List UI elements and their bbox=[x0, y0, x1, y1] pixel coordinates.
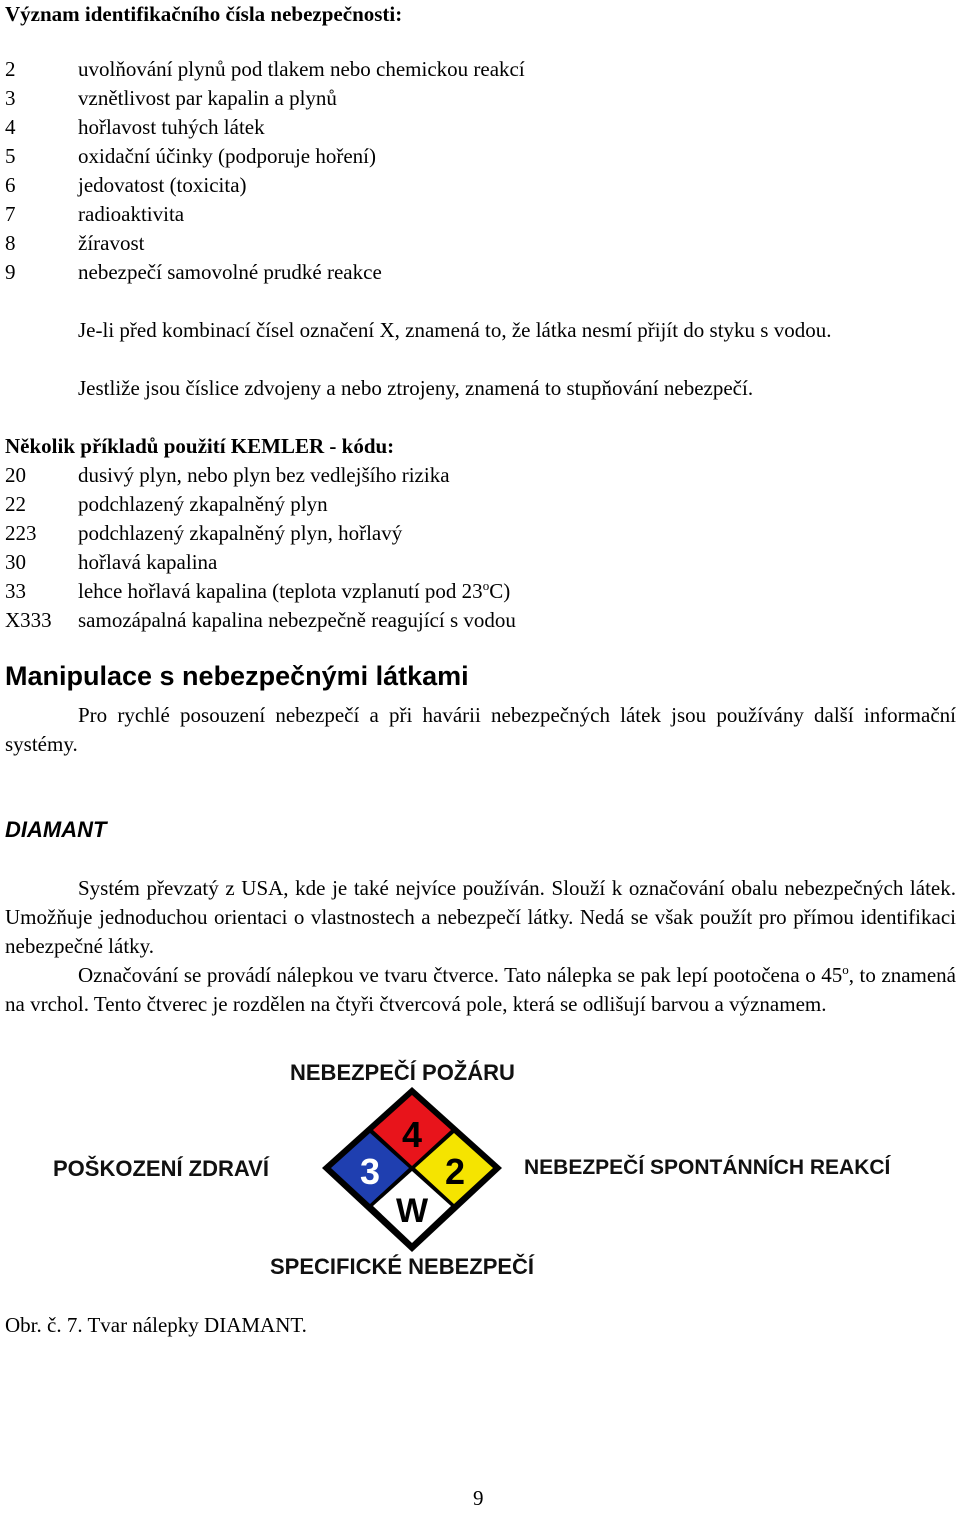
item-text: vznětlivost par kapalin a plynů bbox=[78, 86, 337, 110]
section-heading-identification: Význam identifikačního čísla nebezpečnosti: bbox=[5, 2, 403, 26]
item-code: 223 bbox=[5, 521, 37, 545]
reactivity-rating: 2 bbox=[444, 1151, 466, 1192]
item-code: 8 bbox=[5, 231, 16, 255]
degree-sup: o bbox=[482, 578, 490, 593]
item-text: žíravost bbox=[78, 231, 145, 255]
note-doubled-digits: Jestliže jsou číslice zdvojeny a nebo ztrojeny, znamená to stupňování nebezpečí. bbox=[78, 376, 754, 400]
item-code: 22 bbox=[5, 492, 26, 516]
health-rating: 3 bbox=[359, 1151, 381, 1192]
specific-rating: W bbox=[395, 1192, 429, 1230]
paragraph-text: Systém převzatý z USA, kde je také nejvíce používán. Slouží k označování obalu nebezpečných látek. Umožňuje jednoduchou orientaci o vlastnostech a nebezpečí látky. Nedá se však použít pro přímou identifikaci nebezpečné látky. bbox=[5, 876, 956, 958]
item-code: 30 bbox=[5, 550, 26, 574]
label-specific-hazard: SPECIFICKÉ NEBEZPEČÍ bbox=[270, 1254, 535, 1279]
paragraph-text: Pro rychlé posouzení nebezpečí a při havárii nebezpečných látek jsou používány další informační systémy. bbox=[5, 703, 956, 756]
item-text: nebezpečí samovolné prudké reakce bbox=[78, 260, 382, 284]
item-text: oxidační účinky (podporuje hoření) bbox=[78, 144, 376, 168]
item-code: 7 bbox=[5, 202, 16, 226]
figure-caption: Obr. č. 7. Tvar nálepky DIAMANT. bbox=[5, 1313, 307, 1337]
item-text: C) bbox=[489, 579, 511, 603]
item-code: X333 bbox=[5, 608, 52, 632]
item-text: hořlavost tuhých látek bbox=[78, 115, 265, 139]
item-text: hořlavá kapalina bbox=[78, 550, 218, 574]
item-text: jedovatost (toxicita) bbox=[78, 173, 247, 197]
item-text: podchlazený zkapalněný plyn, hořlavý bbox=[78, 521, 403, 545]
section-heading-handling: Manipulace s nebezpečnými látkami bbox=[5, 661, 469, 691]
fire-rating: 4 bbox=[401, 1114, 423, 1155]
label-reactivity-hazard: NEBEZPEČÍ SPONTÁNNÍCH REAKCÍ bbox=[524, 1156, 891, 1179]
item-text: dusivý plyn, nebo plyn bez vedlejšího rizika bbox=[78, 463, 450, 487]
item-code: 3 bbox=[5, 86, 16, 110]
label-fire-hazard: NEBEZPEČÍ POŽÁRU bbox=[290, 1060, 515, 1085]
item-text: lehce hořlavá kapalina (teplota vzplanutí pod 23 bbox=[78, 579, 483, 603]
item-code: 6 bbox=[5, 173, 16, 197]
page-number: 9 bbox=[473, 1486, 484, 1510]
note-text: Je-li před kombinací čísel označení X, znamená to, že látka nesmí přijít do styku s vodou. bbox=[78, 318, 832, 342]
item-text: uvolňování plynů pod tlakem nebo chemickou reakcí bbox=[78, 57, 525, 81]
item-code: 2 bbox=[5, 57, 16, 81]
paragraph-text: Označování se provádí nálepkou ve tvaru čtverce. Tato nálepka se pak lepí pootočena o 45 bbox=[78, 963, 843, 987]
section-heading-kemler: Několik příkladů použití KEMLER - kódu: bbox=[5, 434, 395, 458]
item-text: podchlazený zkapalněný plyn bbox=[78, 492, 328, 516]
item-text: radioaktivita bbox=[78, 202, 185, 226]
section-heading-diamant: DIAMANT bbox=[5, 817, 107, 842]
item-code: 33 bbox=[5, 579, 26, 603]
paragraph-text: , to znamená na vrchol. Tento čtverec je rozdělen na čtyři čtvercová pole, která se odlišují barvou a významem. bbox=[5, 963, 957, 1016]
item-code: 20 bbox=[5, 463, 26, 487]
item-code: 9 bbox=[5, 260, 16, 284]
item-code: 4 bbox=[5, 115, 16, 139]
item-text: samozápalná kapalina nebezpečně reagující s vodou bbox=[78, 608, 516, 632]
label-health-hazard: POŠKOZENÍ ZDRAVÍ bbox=[53, 1156, 269, 1181]
degree-sup: o bbox=[842, 962, 849, 977]
item-code: 5 bbox=[5, 144, 16, 168]
